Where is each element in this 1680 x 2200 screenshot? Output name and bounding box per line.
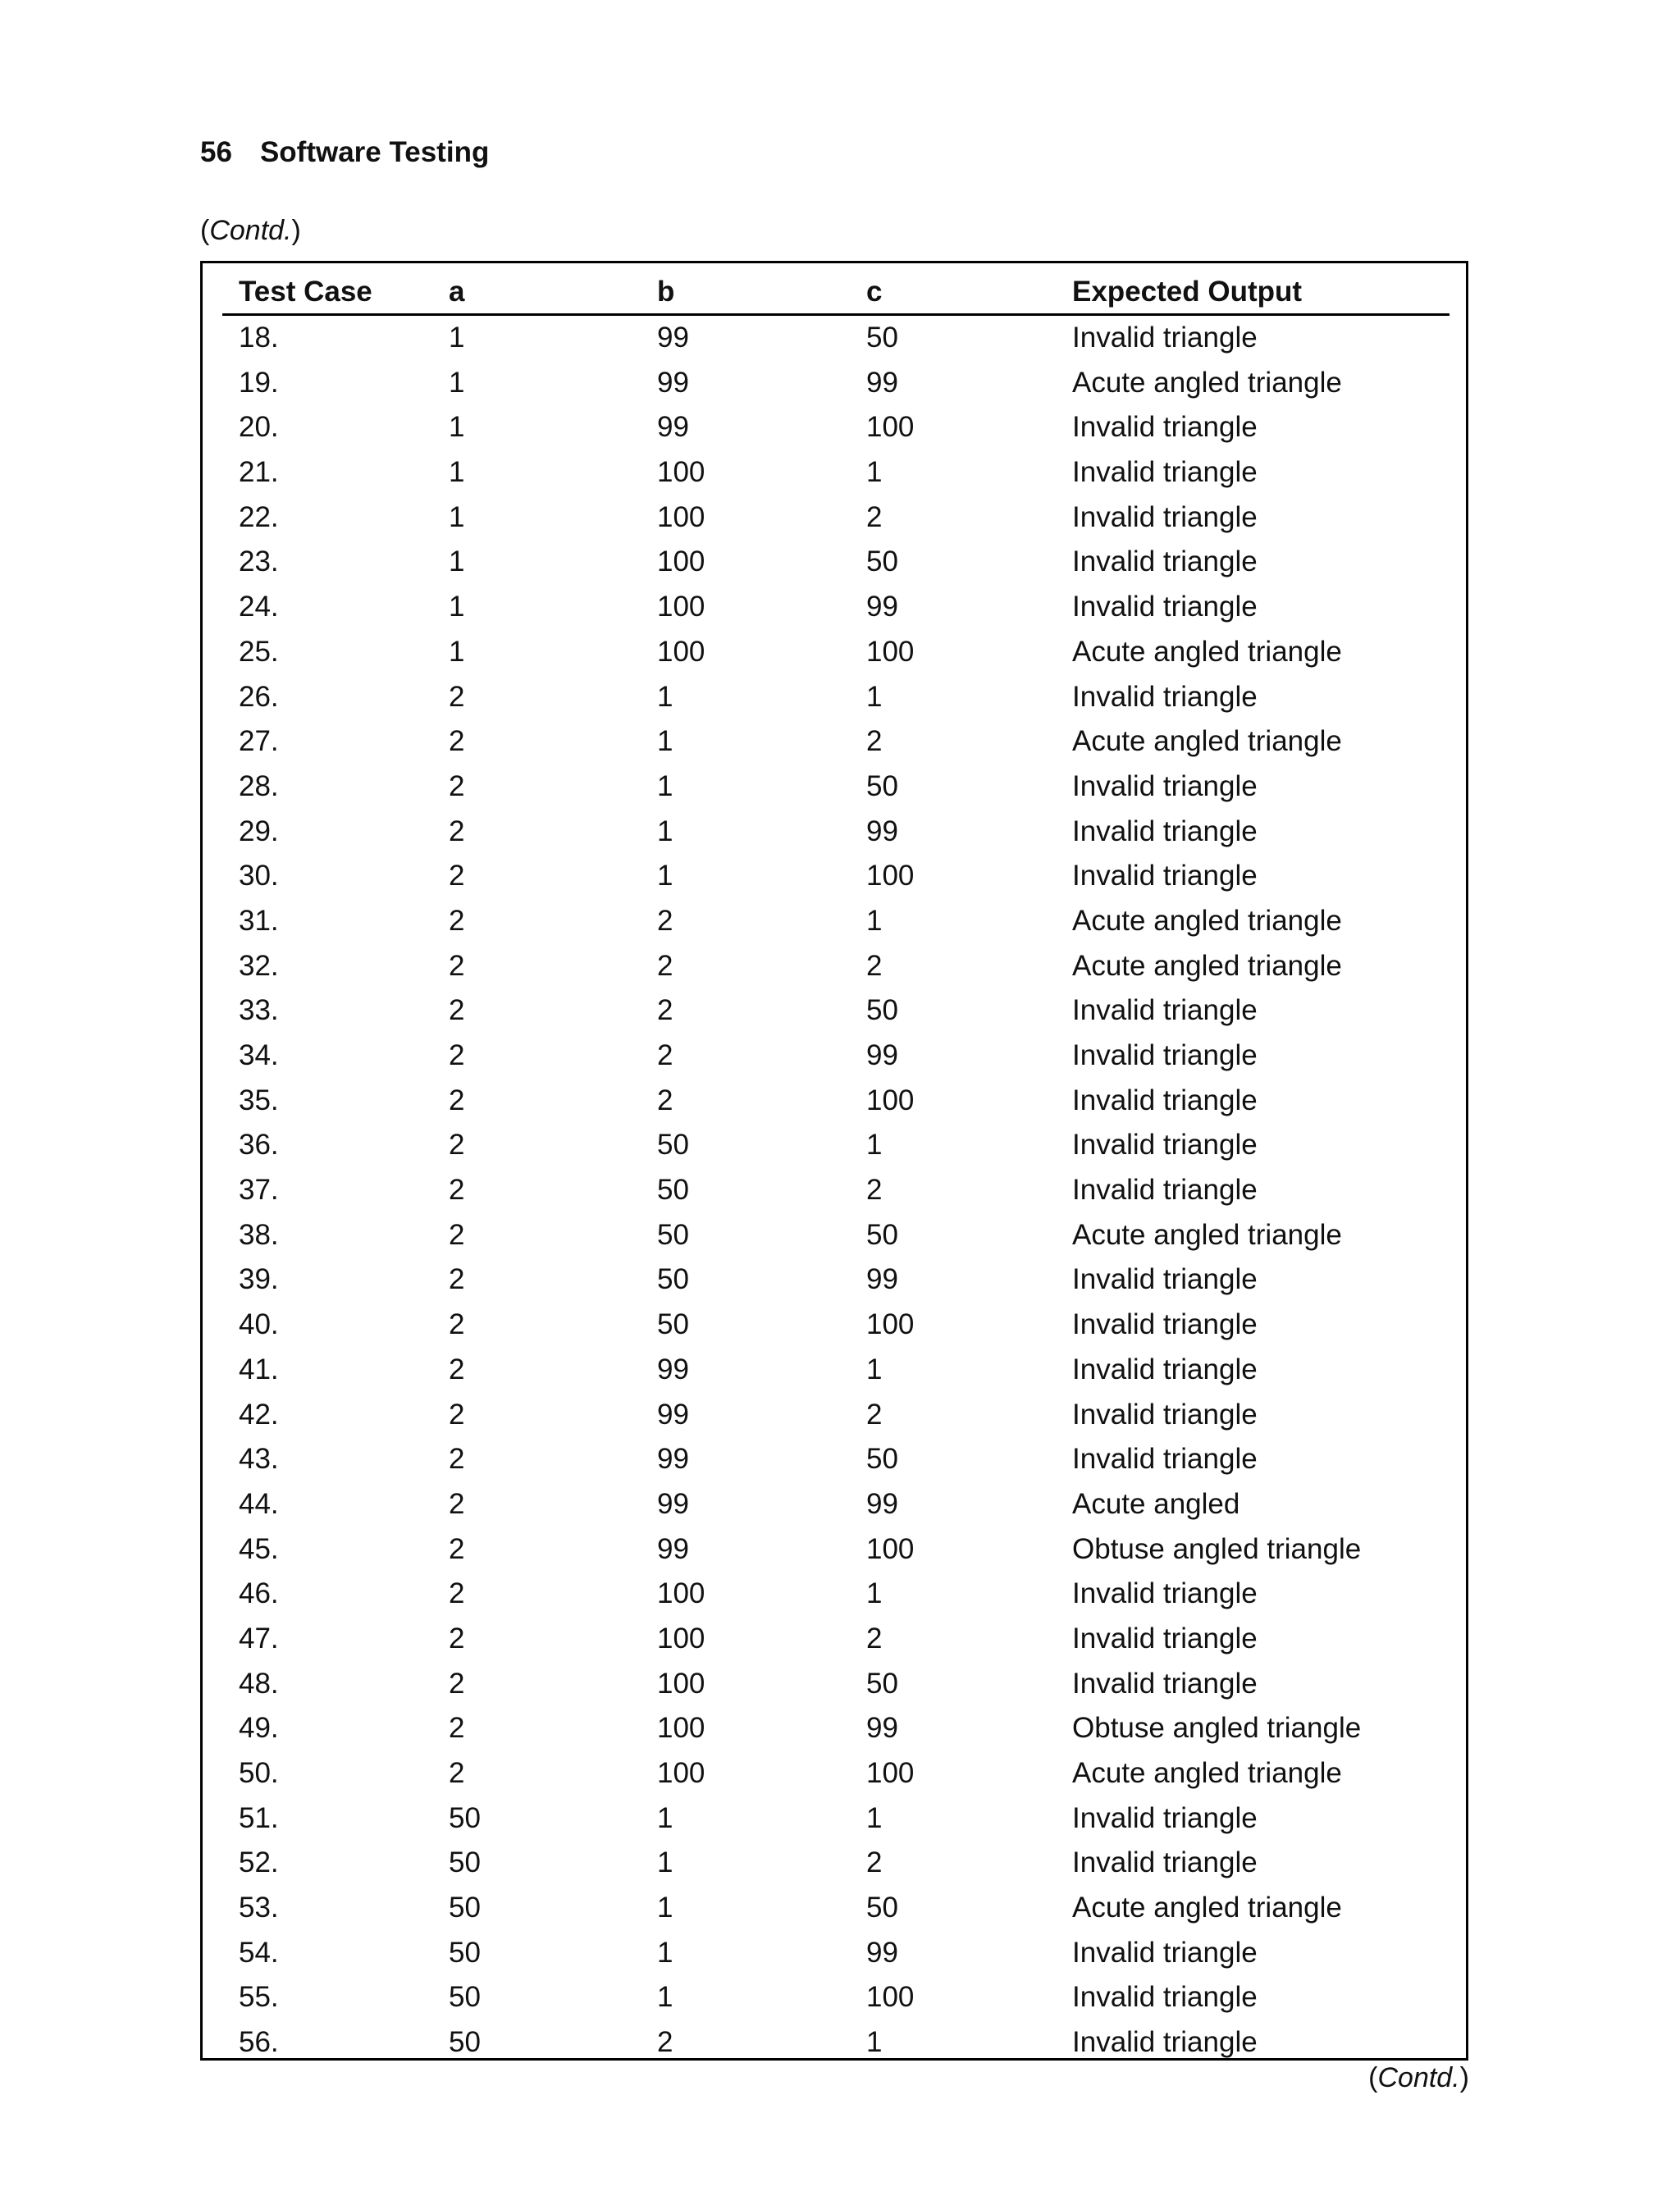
cell-test-case: 51. [239,1801,279,1834]
cell-c: 50 [866,545,898,578]
cell-b: 1 [657,1936,673,1969]
table-row [222,1393,1449,1438]
cell-expected-output: Acute angled triangle [1072,1757,1342,1789]
cell-test-case: 37. [239,1174,279,1207]
cell-b: 99 [657,411,689,444]
cell-expected-output: Acute angled triangle [1072,725,1342,758]
cell-b: 50 [657,1263,689,1296]
table-row [222,585,1449,630]
cell-c: 50 [866,769,898,802]
cell-b: 100 [657,500,705,533]
cell-a: 1 [449,500,465,533]
cell-a: 50 [449,2026,481,2059]
cell-test-case: 18. [239,322,279,354]
cell-b: 1 [657,1892,673,1924]
table-row [222,1572,1449,1617]
table-row [222,1482,1449,1527]
table-row [222,1437,1449,1482]
cell-expected-output: Invalid triangle [1072,1846,1258,1879]
table-row [222,1931,1449,1976]
cell-c: 99 [866,1712,898,1745]
table-row [222,988,1449,1034]
cell-b: 100 [657,1712,705,1745]
cell-c: 99 [866,815,898,847]
continued-text-bottom: Contd. [1377,2062,1460,2093]
cell-expected-output: Invalid triangle [1072,411,1258,444]
table-row [222,450,1449,495]
table-row [222,316,1449,361]
cell-expected-output: Invalid triangle [1072,1308,1258,1341]
cell-test-case: 38. [239,1218,279,1251]
cell-a: 1 [449,635,465,668]
cell-a: 50 [449,1801,481,1834]
cell-b: 99 [657,1487,689,1520]
cell-expected-output: Invalid triangle [1072,860,1258,892]
cell-expected-output: Invalid triangle [1072,815,1258,847]
cell-test-case: 35. [239,1084,279,1116]
cell-test-case: 47. [239,1622,279,1655]
cell-test-case: 33. [239,994,279,1027]
table-row [222,1617,1449,1662]
table-row [222,1034,1449,1079]
cell-a: 2 [449,1487,465,1520]
cell-c: 2 [866,1174,883,1207]
cell-b: 2 [657,1039,673,1071]
table-row [222,1257,1449,1303]
cell-test-case: 50. [239,1757,279,1789]
cell-test-case: 54. [239,1936,279,1969]
cell-c: 1 [866,1801,883,1834]
cell-b: 1 [657,1981,673,2014]
cell-expected-output: Invalid triangle [1072,1398,1258,1431]
cell-c: 1 [866,680,883,713]
cell-expected-output: Acute angled triangle [1072,904,1342,937]
table-row [222,854,1449,899]
cell-b: 100 [657,1757,705,1789]
cell-c: 1 [866,1353,883,1385]
cell-c: 100 [866,1757,915,1789]
table-row [222,1975,1449,2020]
cell-test-case: 19. [239,366,279,399]
book-title: Software Testing [259,136,490,168]
table-row [222,540,1449,585]
cell-a: 2 [449,1039,465,1071]
cell-test-case: 55. [239,1981,279,2014]
continued-text-top: Contd. [209,215,292,246]
table-row [222,1303,1449,1348]
continued-note-top: (Contd.) [200,215,301,246]
cell-c: 1 [866,1577,883,1610]
table-row [222,944,1449,989]
cell-b: 1 [657,725,673,758]
page-number: 56 [200,136,232,168]
cell-test-case: 27. [239,725,279,758]
cell-test-case: 34. [239,1039,279,1071]
cell-test-case: 40. [239,1308,279,1341]
cell-a: 1 [449,545,465,578]
cell-test-case: 43. [239,1443,279,1476]
cell-expected-output: Invalid triangle [1072,1936,1258,1969]
cell-test-case: 53. [239,1892,279,1924]
cell-c: 100 [866,635,915,668]
cell-test-case: 36. [239,1129,279,1162]
cell-expected-output: Invalid triangle [1072,1622,1258,1655]
cell-expected-output: Acute angled triangle [1072,949,1342,982]
cell-expected-output: Invalid triangle [1072,1577,1258,1610]
cell-b: 2 [657,1084,673,1116]
cell-expected-output: Invalid triangle [1072,994,1258,1027]
cell-a: 2 [449,1129,465,1162]
cell-a: 2 [449,949,465,982]
cell-c: 2 [866,1846,883,1879]
table-row [222,1527,1449,1572]
cell-expected-output: Acute angled triangle [1072,366,1342,399]
cell-expected-output: Obtuse angled triangle [1072,1532,1362,1565]
table-row [222,1706,1449,1751]
cell-c: 100 [866,1532,915,1565]
table-body [222,316,1449,2065]
cell-test-case: 29. [239,815,279,847]
cell-c: 50 [866,994,898,1027]
cell-a: 2 [449,1757,465,1789]
cell-test-case: 44. [239,1487,279,1520]
cell-a: 50 [449,1892,481,1924]
cell-test-case: 21. [239,456,279,489]
table-row [222,1796,1449,1842]
cell-test-case: 41. [239,1353,279,1385]
cell-c: 99 [866,1936,898,1969]
cell-a: 50 [449,1981,481,2014]
cell-a: 2 [449,1263,465,1296]
cell-a: 2 [449,1667,465,1700]
cell-b: 1 [657,680,673,713]
cell-test-case: 42. [239,1398,279,1431]
cell-test-case: 28. [239,769,279,802]
cell-a: 2 [449,680,465,713]
table-row [222,361,1449,406]
cell-a: 2 [449,1218,465,1251]
table-row [222,765,1449,810]
cell-test-case: 24. [239,591,279,623]
cell-expected-output: Invalid triangle [1072,322,1258,354]
cell-a: 2 [449,1443,465,1476]
cell-expected-output: Invalid triangle [1072,1039,1258,1071]
cell-a: 50 [449,1846,481,1879]
cell-b: 50 [657,1174,689,1207]
cell-a: 1 [449,322,465,354]
cell-c: 99 [866,1263,898,1296]
cell-a: 2 [449,725,465,758]
cell-expected-output: Invalid triangle [1072,1667,1258,1700]
cell-b: 99 [657,322,689,354]
cell-c: 50 [866,1667,898,1700]
cell-c: 100 [866,1308,915,1341]
cell-c: 2 [866,1398,883,1431]
cell-c: 2 [866,500,883,533]
cell-b: 2 [657,2026,673,2059]
cell-b: 2 [657,994,673,1027]
cell-b: 100 [657,1577,705,1610]
cell-b: 1 [657,815,673,847]
cell-test-case: 22. [239,500,279,533]
cell-b: 100 [657,456,705,489]
cell-c: 50 [866,1218,898,1251]
table-row [222,810,1449,855]
cell-c: 1 [866,1129,883,1162]
cell-expected-output: Invalid triangle [1072,1174,1258,1207]
cell-test-case: 23. [239,545,279,578]
cell-expected-output: Acute angled triangle [1072,1892,1342,1924]
cell-c: 99 [866,591,898,623]
header-a: a [449,276,465,308]
table-row [222,1168,1449,1213]
cell-a: 2 [449,904,465,937]
cell-c: 100 [866,1084,915,1116]
table-row [222,1662,1449,1707]
cell-c: 1 [866,456,883,489]
cell-expected-output: Invalid triangle [1072,1084,1258,1116]
cell-test-case: 25. [239,635,279,668]
cell-a: 2 [449,860,465,892]
cell-test-case: 30. [239,860,279,892]
cell-a: 2 [449,1712,465,1745]
cell-b: 1 [657,860,673,892]
cell-c: 50 [866,322,898,354]
cell-c: 1 [866,2026,883,2059]
cell-expected-output: Invalid triangle [1072,1129,1258,1162]
running-head [200,136,489,169]
cell-a: 1 [449,591,465,623]
cell-c: 50 [866,1892,898,1924]
table-row [222,899,1449,944]
cell-a: 50 [449,1936,481,1969]
cell-expected-output: Invalid triangle [1072,1263,1258,1296]
cell-b: 100 [657,545,705,578]
test-case-table [200,261,1468,2061]
table-row [222,630,1449,675]
cell-c: 99 [866,366,898,399]
cell-c: 99 [866,1039,898,1071]
cell-b: 50 [657,1218,689,1251]
cell-test-case: 52. [239,1846,279,1879]
cell-test-case: 56. [239,2026,279,2059]
cell-test-case: 26. [239,680,279,713]
cell-c: 99 [866,1487,898,1520]
table-row [222,719,1449,765]
table-header-row [222,272,1449,316]
cell-expected-output: Invalid triangle [1072,2026,1258,2059]
cell-b: 1 [657,1846,673,1879]
cell-test-case: 49. [239,1712,279,1745]
cell-b: 99 [657,1353,689,1385]
cell-a: 2 [449,1174,465,1207]
table-row [222,1841,1449,1886]
cell-b: 1 [657,769,673,802]
cell-c: 50 [866,1443,898,1476]
table-row [222,1751,1449,1796]
table-row [222,2020,1449,2065]
header-b: b [657,276,675,308]
cell-expected-output: Invalid triangle [1072,680,1258,713]
cell-b: 99 [657,1443,689,1476]
cell-test-case: 46. [239,1577,279,1610]
cell-b: 100 [657,591,705,623]
cell-a: 1 [449,366,465,399]
header-c: c [866,276,883,308]
cell-test-case: 31. [239,904,279,937]
cell-a: 1 [449,456,465,489]
cell-a: 2 [449,994,465,1027]
cell-c: 2 [866,1622,883,1655]
cell-b: 50 [657,1129,689,1162]
cell-expected-output: Invalid triangle [1072,591,1258,623]
table-row [222,1079,1449,1124]
cell-test-case: 39. [239,1263,279,1296]
cell-a: 1 [449,411,465,444]
cell-c: 100 [866,411,915,444]
cell-expected-output: Invalid triangle [1072,500,1258,533]
table-row [222,675,1449,720]
cell-a: 2 [449,815,465,847]
table-row [222,1886,1449,1931]
table-row [222,1123,1449,1168]
cell-b: 100 [657,1622,705,1655]
table-row [222,405,1449,450]
cell-b: 99 [657,1398,689,1431]
cell-test-case: 45. [239,1532,279,1565]
cell-expected-output: Obtuse angled triangle [1072,1712,1362,1745]
cell-a: 2 [449,769,465,802]
cell-b: 2 [657,904,673,937]
cell-expected-output: Invalid triangle [1072,1353,1258,1385]
cell-a: 2 [449,1577,465,1610]
cell-b: 50 [657,1308,689,1341]
cell-a: 2 [449,1622,465,1655]
cell-expected-output: Invalid triangle [1072,1981,1258,2014]
cell-b: 1 [657,1801,673,1834]
cell-b: 99 [657,366,689,399]
cell-test-case: 48. [239,1667,279,1700]
cell-c: 1 [866,904,883,937]
table-row [222,495,1449,541]
table-row [222,1213,1449,1258]
cell-a: 2 [449,1308,465,1341]
cell-a: 2 [449,1532,465,1565]
cell-b: 100 [657,1667,705,1700]
cell-c: 100 [866,1981,915,2014]
cell-expected-output: Invalid triangle [1072,456,1258,489]
header-test-case: Test Case [239,276,372,308]
cell-expected-output: Invalid triangle [1072,769,1258,802]
cell-b: 100 [657,635,705,668]
cell-expected-output: Invalid triangle [1072,1443,1258,1476]
cell-b: 2 [657,949,673,982]
cell-test-case: 32. [239,949,279,982]
cell-a: 2 [449,1084,465,1116]
cell-expected-output: Acute angled triangle [1072,1218,1342,1251]
continued-note-bottom: (Contd.) [1368,2062,1469,2093]
cell-c: 100 [866,860,915,892]
cell-expected-output: Invalid triangle [1072,545,1258,578]
cell-test-case: 20. [239,411,279,444]
table-row [222,1348,1449,1393]
cell-b: 99 [657,1532,689,1565]
cell-c: 2 [866,725,883,758]
header-expected-output: Expected Output [1072,276,1303,308]
cell-expected-output: Invalid triangle [1072,1801,1258,1834]
cell-c: 2 [866,949,883,982]
cell-a: 2 [449,1398,465,1431]
cell-expected-output: Acute angled [1072,1487,1240,1520]
cell-expected-output: Acute angled triangle [1072,635,1342,668]
cell-a: 2 [449,1353,465,1385]
